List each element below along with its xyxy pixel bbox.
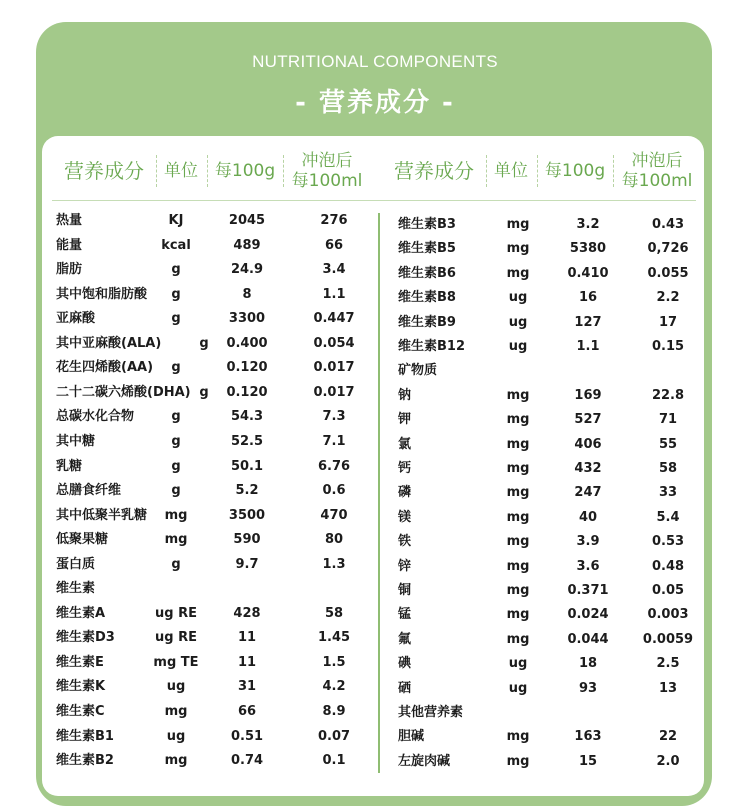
left-header-prepared-line2: 每100ml [291,171,363,191]
left-header-divider [156,155,157,187]
nutrient-unit: g [171,433,181,449]
nutrient-unit: mg [506,729,530,745]
nutrient-per100g: 0.044 [567,631,609,647]
nutrient-unit: kcal [161,237,191,253]
nutrient-unit: ug [508,680,528,696]
nutrient-per100g: 590 [233,532,261,548]
nutrient-prepared: 0.0059 [642,631,694,647]
nutrient-prepared: 0.07 [317,728,351,744]
nutrient-prepared: 0.055 [647,265,689,281]
nutrient-per100g: 247 [574,485,602,501]
nutrient-name: 其中低聚半乳糖 [56,507,148,523]
nutrient-per100g: 169 [574,387,602,403]
nutrient-unit: mg [506,265,530,281]
nutrient-name: 维生素K [56,679,106,695]
nutrient-unit: ug [166,728,186,744]
nutrient-per100g: 16 [578,290,598,306]
nutrient-per100g: 3.6 [576,558,600,574]
nutrient-name: 其中饱和脂肪酸 [56,286,148,302]
nutrient-per100g: 11 [237,630,257,646]
nutrient-prepared: 276 [320,213,348,228]
nutrient-prepared: 13 [658,680,678,696]
nutrient-unit: g [199,384,209,400]
nutrient-unit: mg [164,507,188,523]
nutrient-prepared: 55 [658,436,678,452]
nutrient-name: 其中亚麻酸(ALA) [56,335,162,351]
nutrient-unit: mg [506,461,530,476]
nutrient-unit: mg [506,485,530,501]
nutrient-prepared: 7.1 [322,433,346,449]
left-header-divider [207,155,208,187]
nutrient-unit: mg [506,631,530,647]
nutrient-unit: g [171,360,181,376]
nutrient-per100g: 18 [578,656,598,672]
nutrient-unit: g [171,556,181,572]
nutrient-per100g: 0.120 [226,360,268,376]
nutrient-per100g: 9.7 [235,556,259,572]
nutrient-name: 维生素B12 [398,339,465,354]
nutrient-per100g: 1.1 [576,339,600,354]
nutrient-per100g: 54.3 [230,409,264,425]
nutrient-name: 维生素B9 [398,314,456,330]
nutrient-prepared: 470 [320,507,348,523]
right-header-prepared-line1: 冲泡后 [631,151,683,171]
nutrient-prepared: 0.1 [322,753,346,769]
nutrient-per100g: 5.2 [235,483,259,499]
nutrient-per100g: 11 [237,654,257,670]
nutrient-name: 碘 [398,656,412,672]
nutrient-name: 镁 [398,509,412,525]
nutrient-prepared: 0.6 [322,483,346,499]
nutrient-prepared: 66 [324,237,344,253]
nutrient-name: 其他营养素 [398,705,464,720]
nutrient-unit: ug [166,679,186,695]
left-header-divider [283,155,284,187]
nutrient-per100g: 5380 [569,241,607,257]
nutrient-unit: mg [506,534,530,550]
nutrient-unit: mg [164,753,188,769]
right-header-prepared-line2: 每100ml [621,171,693,191]
nutrition-table-panel [42,136,704,796]
nutrient-unit: mg [506,217,530,232]
nutrient-prepared: 1.3 [322,556,346,572]
nutrient-name: 氟 [398,631,412,647]
nutrient-prepared: 0.48 [651,558,685,574]
nutrient-name: 其中糖 [56,433,96,449]
nutrient-unit: g [171,262,181,278]
nutrient-prepared: 6.76 [317,458,351,474]
nutrient-per100g: 40 [578,509,598,525]
nutrient-name: 胆碱 [398,729,425,745]
nutrient-per100g: 432 [574,461,602,476]
nutrient-prepared: 7.3 [322,409,346,425]
right-header-name: 营养成分 [394,159,474,183]
nutrient-unit: KJ [168,213,184,228]
nutrient-unit: mg [506,436,530,452]
nutrient-prepared: 1.5 [322,654,346,670]
nutrient-per100g: 0.410 [567,265,609,281]
right-header-divider [613,155,614,187]
nutrient-prepared: 33 [658,485,678,501]
nutrient-prepared: 0,726 [647,241,689,257]
nutrient-unit: g [171,458,181,474]
nutrient-unit: ug RE [155,605,197,621]
nutrient-unit: mg [506,387,530,403]
nutrient-name: 钠 [398,387,412,403]
nutrient-per100g: 8 [242,286,252,302]
nutrient-per100g: 24.9 [230,262,264,278]
nutrient-name: 维生素B3 [398,217,456,232]
nutrient-per100g: 2045 [228,213,266,228]
nutrient-prepared: 1.45 [317,630,351,646]
nutrient-name: 低聚果糖 [56,532,109,548]
nutrient-per100g: 0.024 [567,607,609,623]
nutrient-name: 铁 [398,534,412,550]
nutrient-prepared: 1.1 [322,286,346,302]
right-header-divider [537,155,538,187]
nutrient-prepared: 0.003 [647,607,689,623]
left-header-unit: 单位 [164,161,198,181]
right-header-divider [486,155,487,187]
nutrient-per100g: 3.2 [576,217,600,232]
nutrient-name: 维生素E [56,654,104,670]
nutrient-per100g: 66 [237,704,257,719]
nutrient-name: 总膳食纤维 [56,483,122,499]
nutrient-prepared: 17 [658,314,678,330]
nutrient-prepared: 0.017 [313,360,355,376]
page-subtitle: NUTRITIONAL COMPONENTS [252,52,498,71]
nutrient-prepared: 5.4 [656,509,680,525]
nutrient-name: 维生素B6 [398,265,456,281]
right-header-per100g: 每100g [544,161,606,181]
nutrient-unit: g [171,311,181,327]
nutrient-unit: mg [506,509,530,525]
nutrient-prepared: 0.53 [651,534,685,550]
left-header-per100g: 每100g [214,161,276,181]
nutrient-name: 花生四烯酸(AA) [56,360,154,376]
nutrient-per100g: 0.400 [226,335,268,351]
nutrient-name: 乳糖 [56,458,83,474]
nutrient-per100g: 527 [574,412,602,428]
nutrient-name: 维生素C [56,704,105,719]
nutrient-name: 脂肪 [56,262,83,278]
nutrient-per100g: 3500 [228,507,266,523]
nutrient-name: 氯 [398,436,412,452]
column-divider [378,213,380,773]
nutrient-prepared: 58 [658,461,678,476]
nutrient-name: 硒 [398,680,412,696]
nutrient-prepared: 22 [658,729,678,745]
nutrient-name: 锌 [398,558,412,574]
nutrient-unit: mg [506,241,530,257]
nutrient-name: 总碳水化合物 [56,409,135,425]
page-title: - 营养成分 - [295,88,455,118]
nutrient-name: 维生素B1 [56,728,114,744]
nutrient-name: 热量 [56,213,83,228]
right-header-unit: 单位 [494,161,528,181]
left-header-name: 营养成分 [64,159,144,183]
nutrient-name: 铜 [398,583,412,598]
nutrient-name: 左旋肉碱 [398,753,451,769]
nutrient-name: 矿物质 [398,363,438,379]
nutrient-name: 维生素B5 [398,241,456,257]
nutrient-prepared: 0.05 [651,583,685,598]
nutrient-unit: g [171,409,181,425]
nutrient-prepared: 0.447 [313,311,355,327]
nutrient-unit: ug RE [155,630,197,646]
nutrient-name: 能量 [56,237,83,253]
nutrient-per100g: 489 [233,237,261,253]
nutrient-prepared: 71 [658,412,678,428]
nutrient-unit: mg [164,704,188,719]
nutrient-prepared: 2.5 [656,656,680,672]
nutrient-prepared: 80 [324,532,344,548]
nutrient-unit: mg [506,607,530,623]
nutrient-name: 磷 [398,485,412,501]
header-underline [52,200,696,201]
left-header-prepared [285,150,369,192]
nutrient-unit: mg [506,412,530,428]
nutrient-per100g: 127 [574,314,602,330]
nutrient-name: 维生素A [56,605,106,621]
nutrient-unit: ug [508,314,528,330]
nutrient-name: 维生素B8 [398,290,456,306]
nutrient-per100g: 0.51 [230,728,264,744]
nutrient-prepared: 3.4 [322,262,346,278]
nutrient-unit: mg [506,753,530,769]
nutrient-unit: g [199,335,209,351]
nutrient-name: 亚麻酸 [56,311,96,327]
nutrient-per100g: 31 [237,679,257,695]
nutrient-prepared: 0.054 [313,335,355,351]
nutrient-per100g: 0.120 [226,384,268,400]
right-header-prepared [615,150,699,192]
nutrient-name: 钙 [398,461,412,476]
nutrient-prepared: 22.8 [651,387,685,403]
nutrient-unit: mg TE [153,654,199,670]
nutrient-name: 维生素D3 [56,630,115,646]
nutrient-unit: mg [164,532,188,548]
nutrient-per100g: 15 [578,753,598,769]
nutrient-per100g: 93 [578,680,598,696]
nutrient-per100g: 0.74 [230,753,264,769]
nutrient-name: 锰 [398,607,412,623]
nutrient-prepared: 0.15 [651,339,685,354]
nutrient-per100g: 163 [574,729,602,745]
left-header-prepared-line1: 冲泡后 [301,151,353,171]
nutrient-name: 蛋白质 [56,556,96,572]
nutrient-per100g: 50.1 [230,458,264,474]
nutrient-per100g: 3.9 [576,534,600,550]
nutrient-name: 二十二碳六烯酸(DHA) [56,384,191,400]
nutrient-name: 钾 [398,412,412,428]
nutrient-prepared: 2.0 [656,753,680,769]
nutrient-prepared: 0.43 [651,217,685,232]
nutrient-unit: ug [508,339,528,354]
nutrient-unit: g [171,286,181,302]
nutrient-prepared: 8.9 [322,704,346,719]
nutrient-per100g: 0.371 [567,583,609,598]
nutrient-per100g: 3300 [228,311,266,327]
nutrient-name: 维生素 [56,581,96,597]
nutrient-prepared: 58 [324,605,344,621]
nutrient-unit: ug [508,656,528,672]
nutrient-per100g: 406 [574,436,602,452]
nutrient-name: 维生素B2 [56,753,114,769]
nutrient-unit: mg [506,583,530,598]
nutrient-per100g: 52.5 [230,433,264,449]
nutrient-unit: g [171,483,181,499]
nutrient-prepared: 4.2 [322,679,346,695]
nutrient-per100g: 428 [233,605,261,621]
nutrient-unit: ug [508,290,528,306]
nutrient-unit: mg [506,558,530,574]
nutrient-prepared: 0.017 [313,384,355,400]
nutrient-prepared: 2.2 [656,290,680,306]
